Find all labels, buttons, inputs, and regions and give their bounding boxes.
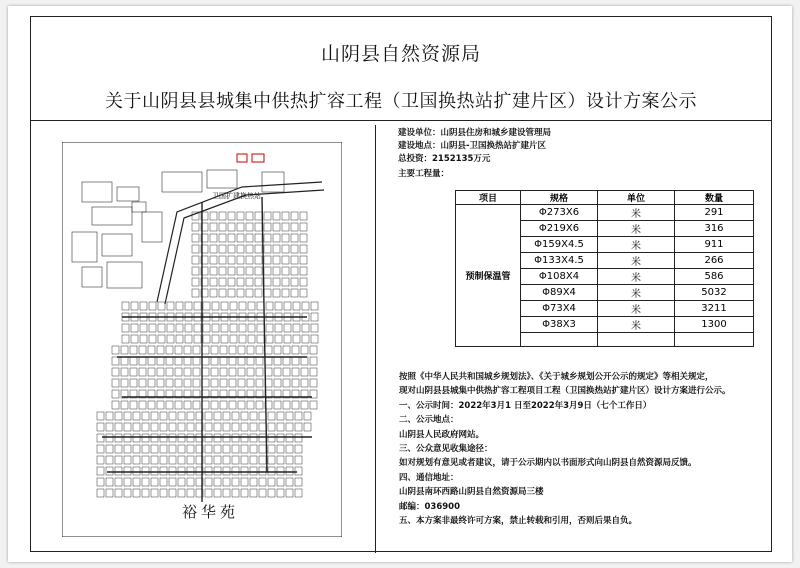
notice-item-2: 二、公示地点： bbox=[399, 415, 459, 426]
cell-spec: Φ133X4.5 bbox=[521, 253, 598, 269]
header-item: 项目 bbox=[456, 191, 521, 205]
cell-spec: Φ273X6 bbox=[521, 205, 598, 221]
authority-title: 山阴县自然资源局 bbox=[320, 43, 481, 65]
cell-qty: 3211 bbox=[675, 301, 754, 317]
notice-intro-2: 现对山阴县县城集中供热扩容工程项目工程（卫国换热站扩建片区）设计方案进行公示。 bbox=[399, 386, 731, 397]
title-divider bbox=[31, 120, 771, 121]
notice-item-5: 五、本方案非最终许可方案，禁止转载和引用，否则后果自负。 bbox=[399, 516, 638, 527]
quantities-table bbox=[455, 190, 754, 347]
builder-line: 建设单位：山阴县住房和城乡建设管理局 bbox=[398, 128, 552, 138]
notice-text bbox=[399, 370, 759, 528]
announcement-title: 关于山阴县县城集中供热扩容工程（卫国换热站扩建片区）设计方案公示 bbox=[105, 91, 697, 112]
cell-unit: 米 bbox=[598, 301, 675, 317]
location-line: 建设地点：山阴县-卫国换热站扩建片区 bbox=[398, 141, 547, 151]
cell-unit: 米 bbox=[598, 269, 675, 285]
notice-item-4-value: 山阴县南环西路山阴县自然资源局三楼 bbox=[399, 487, 544, 498]
cell-qty: 291 bbox=[675, 205, 754, 221]
cell-qty: 5032 bbox=[675, 285, 754, 301]
site-plan-map bbox=[62, 142, 342, 537]
cell-spec: Φ159X4.5 bbox=[521, 237, 598, 253]
notice-item-3: 三、公众意见收集途径： bbox=[399, 444, 493, 455]
cell-unit: 米 bbox=[598, 317, 675, 333]
investment-line: 总投资：2152135万元 bbox=[398, 154, 491, 164]
cell-qty: 316 bbox=[675, 221, 754, 237]
cell-unit: 米 bbox=[598, 285, 675, 301]
table-header-row bbox=[456, 191, 754, 205]
cell-spec: Φ73X4 bbox=[521, 301, 598, 317]
road-label: 卫国扩建换热站 bbox=[212, 192, 261, 200]
header-unit: 单位 bbox=[598, 191, 675, 205]
project-info bbox=[398, 127, 758, 181]
table-row bbox=[456, 205, 754, 221]
notice-item-2-value: 山阴县人民政府网站。 bbox=[399, 429, 485, 440]
cell-spec: Φ108X4 bbox=[521, 269, 598, 285]
cell-unit: 米 bbox=[598, 237, 675, 253]
notice-item-4: 四、通信地址： bbox=[399, 472, 459, 483]
works-heading: 主要工程量： bbox=[398, 169, 450, 179]
cell-unit: 米 bbox=[598, 221, 675, 237]
notice-postcode: 邮编：036900 bbox=[399, 501, 460, 512]
column-divider bbox=[375, 125, 376, 553]
notice-item-3-value: 如对规划有意见或者建议，请于公示期内以书面形式向山阴县自然资源局反馈。 bbox=[399, 458, 697, 469]
area-label: 裕华苑 bbox=[182, 503, 240, 521]
cell-qty: 586 bbox=[675, 269, 754, 285]
cell-qty: 911 bbox=[675, 237, 754, 253]
cell-spec: Φ38X3 bbox=[521, 317, 598, 333]
cell-spec: Φ219X6 bbox=[521, 221, 598, 237]
cell-unit: 米 bbox=[598, 205, 675, 221]
header-qty: 数量 bbox=[675, 191, 754, 205]
cell-spec: Φ89X4 bbox=[521, 285, 598, 301]
header-spec: 规格 bbox=[521, 191, 598, 205]
cell-qty: 1300 bbox=[675, 317, 754, 333]
notice-item-1: 一、公示时间：2022年3月1 日至2022年3月9日（七个工作日） bbox=[399, 400, 652, 411]
cell-qty: 266 bbox=[675, 253, 754, 269]
notice-intro-1: 按照《中华人民共和国城乡规划法》、《关于城乡规划公开公示的规定》等相关规定， bbox=[399, 372, 714, 382]
cell-unit: 米 bbox=[598, 253, 675, 269]
group-label: 预制保温管 bbox=[456, 205, 521, 347]
